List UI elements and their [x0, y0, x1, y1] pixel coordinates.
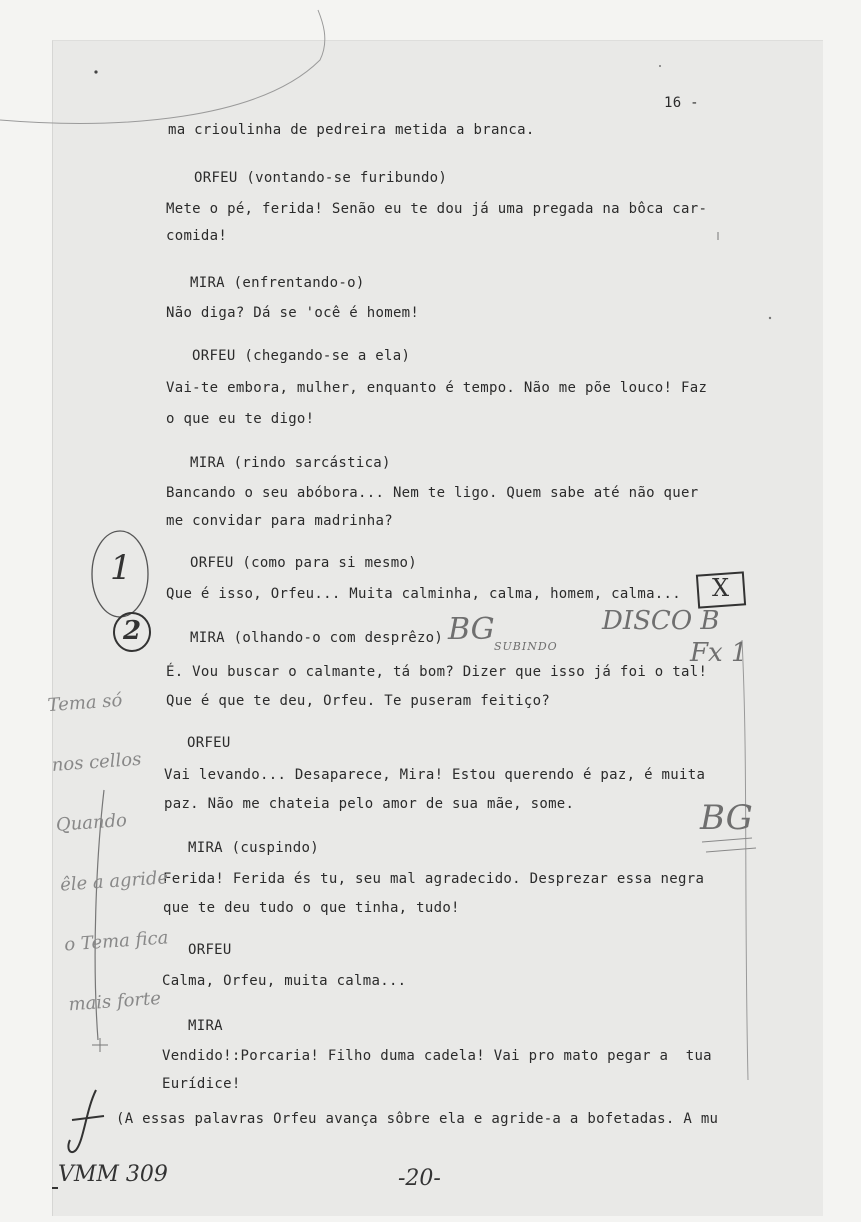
margin-note-line: Quando — [55, 809, 128, 836]
bg-mark: BG — [448, 612, 495, 647]
script-line: É. Vou buscar o calmante, tá bom? Dizer que isso já foi o tal! — [166, 664, 708, 680]
character-cue: MIRA (rindo sarcástica) — [190, 455, 391, 471]
archive-code: VMM 309 — [58, 1162, 168, 1187]
character-cue: ORFEU — [188, 942, 232, 958]
fx-note: Fx 1 — [690, 638, 748, 668]
character-cue: ORFEU (como para si mesmo) — [190, 555, 417, 571]
script-line: Eurídice! — [162, 1076, 241, 1092]
bg-mark-2: BG — [700, 798, 753, 838]
margin-note-line: o Tema fica — [63, 927, 170, 956]
footer-number: -20- — [398, 1166, 441, 1191]
margin-note-line: Tema só — [46, 689, 124, 717]
circled-number-1: 1 — [110, 548, 132, 588]
character-cue: ORFEU — [187, 735, 231, 751]
script-line: me convidar para madrinha? — [166, 513, 393, 529]
script-line: Que é isso, Orfeu... Muita calminha, calma, homem, calma... — [166, 586, 681, 602]
subindo-note: SUBINDO — [494, 640, 558, 653]
character-cue: MIRA (cuspindo) — [188, 840, 319, 856]
script-line: Que é que te deu, Orfeu. Te puseram feitiço? — [166, 693, 551, 709]
script-line: Não diga? Dá se 'ocê é homem! — [166, 305, 420, 321]
script-line: Bancando o seu abóbora... Nem te ligo. Quem sabe até não quer — [166, 485, 699, 501]
page-number: 16 - — [664, 95, 699, 111]
character-cue: ORFEU (vontando-se furibundo) — [194, 170, 448, 186]
script-line: Mete o pé, ferida! Senão eu te dou já uma pregada na bôca car- — [166, 201, 708, 217]
circled-number-2: 2 — [123, 616, 142, 646]
script-line: Vai-te embora, mulher, enquanto é tempo. Não me põe louco! Faz — [166, 380, 708, 396]
boxed-x-mark: X — [712, 574, 730, 602]
script-line: paz. Não me chateia pelo amor de sua mãe, some. — [164, 796, 575, 812]
margin-note-line: mais forte — [67, 987, 162, 1016]
disco-note: DISCO B — [602, 606, 720, 636]
script-line: Vendido!:Porcaria! Filho duma cadela! Vai pro mato pegar a tua — [162, 1048, 712, 1064]
stage-direction: (A essas palavras Orfeu avança sôbre ela e agride-a a bofetadas. A mu — [116, 1111, 719, 1127]
character-cue: MIRA — [188, 1018, 223, 1034]
script-line: Vai levando... Desaparece, Mira! Estou querendo é paz, é muita — [164, 767, 706, 783]
script-line: que te deu tudo o que tinha, tudo! — [163, 900, 460, 916]
character-cue: MIRA (enfrentando-o) — [190, 275, 365, 291]
character-cue: ORFEU (chegando-se a ela) — [192, 348, 411, 364]
script-line: Calma, Orfeu, muita calma... — [162, 973, 407, 989]
script-line: ma crioulinha de pedreira metida a branca. — [168, 122, 535, 138]
script-line: Ferida! Ferida és tu, seu mal agradecido. Desprezar essa negra — [163, 871, 705, 887]
character-cue: MIRA (olhando-o com desprêzo) — [190, 630, 444, 646]
script-line: comida! — [166, 228, 228, 244]
script-line: o que eu te digo! — [166, 411, 315, 427]
margin-note-line: nos cellos — [51, 748, 143, 776]
margin-note-line: êle a agride — [59, 867, 169, 896]
